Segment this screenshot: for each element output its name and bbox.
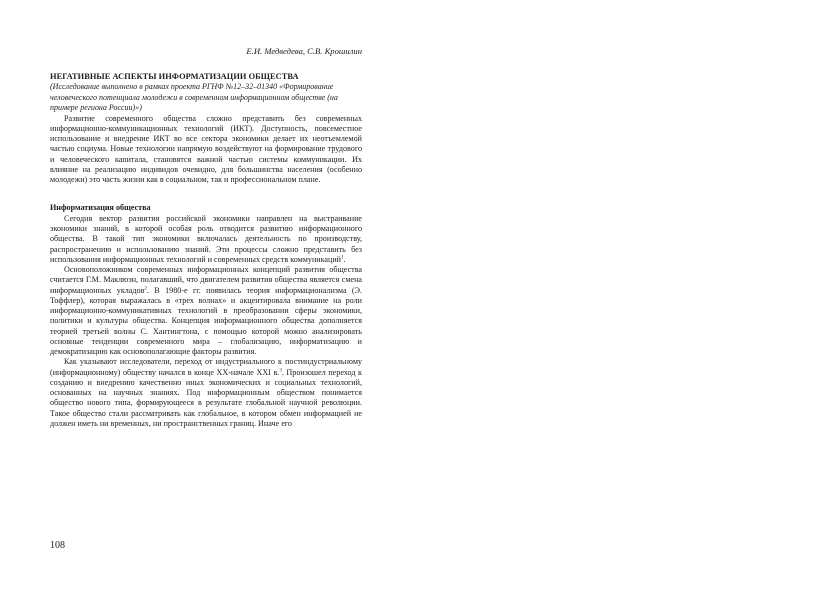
paragraph-1-end: . [343, 254, 346, 264]
section-paragraph-1 [50, 214, 362, 265]
section-paragraph-2 [50, 265, 362, 357]
running-header-authors: Е.И. Медведева, С.В. Крошилин [246, 46, 362, 56]
footnote-ref-3[interactable]: 3 [279, 367, 282, 373]
paragraph-2-text: Основоположником современных информационных концепций развития общества считается Г.М. Маклюэн, полагавший, что двигателем развития общества является смена информационных укладов [50, 265, 362, 295]
paragraph-3-text: Как указывают исследователи, переход от индустриального к постиндустриальному (информационному) обществу начался в конце ХХ-начале XXI в. [50, 357, 362, 377]
section-heading: Информатизация общества [50, 203, 151, 213]
paragraph-2-rest: . В 1980-е гг. появилась теория информационализма (Э. Тоффлер), которая выражалась в «трех волнах» и акцентировала внимание на роли информационно-коммуникативных технологий в преобразовании сферы экономики, политики и культуры общества. Концепция информационного общества дополняется теорией третьей волны С. Хантингтона, с помощью которой можно анализировать основные тенденции современного мира – глобализацию, информатизацию и демократизацию как основополагающие факторы развития. [50, 285, 362, 357]
article-subtitle: (Исследование выполнено в рамках проекта РГНФ №12–32–01340 «Формирование человеческого потенциала молодежи в современном информационном обществе (на примере региона России)») [50, 82, 338, 113]
article-title: НЕГАТИВНЫЕ АСПЕКТЫ ИНФОРМАТИЗАЦИИ ОБЩЕСТВА [50, 72, 299, 81]
footnote-ref-2[interactable]: 2 [144, 285, 147, 291]
intro-paragraph: Развитие современного общества сложно представить без современных информационно-коммуникационных технологий (ИКТ). Доступность, повсеместное использование и внедрение ИКТ во все сектора экономики делает их неотъемлемой частью социума. Новые технологии напрямую воздействуют на формирование трудового и человеческого капитала, становятся важной частью системы коммуникации. Их влияние на реализацию индивидов очевидно, для большинства населения (особенно молодежи) это часть жизни как в социальном, так и профессиональном плане. [50, 113, 362, 185]
footnote-ref-1[interactable]: 1 [341, 255, 344, 261]
paragraph-3-rest: . Произошел переход к созданию и внедрению качественно иных экономических и социальных технологий, основанных на научных знаниях. Под информационным обществом понимается общество нового типа, формирующееся в результате глобальной научной революции. Такое общество стали рассматривать как глобальное, в котором обмен информацией не должен иметь ни временных, ни пространственных границ. Иначе его [50, 367, 362, 428]
section-paragraph-3 [50, 357, 362, 429]
text-column [50, 46, 362, 429]
paragraph-1-text: Сегодня вектор развития российской экономики направлен на выстраивание экономики знаний, в которой особая роль отводится развитию информационного общества. В такой тип экономики включалась деятельность по производству, распространению и использованию знаний. Эти процессы сложно представить без использования информационных технологий и современных средств коммуникаций [50, 213, 362, 264]
page-number: 108 [50, 540, 65, 551]
